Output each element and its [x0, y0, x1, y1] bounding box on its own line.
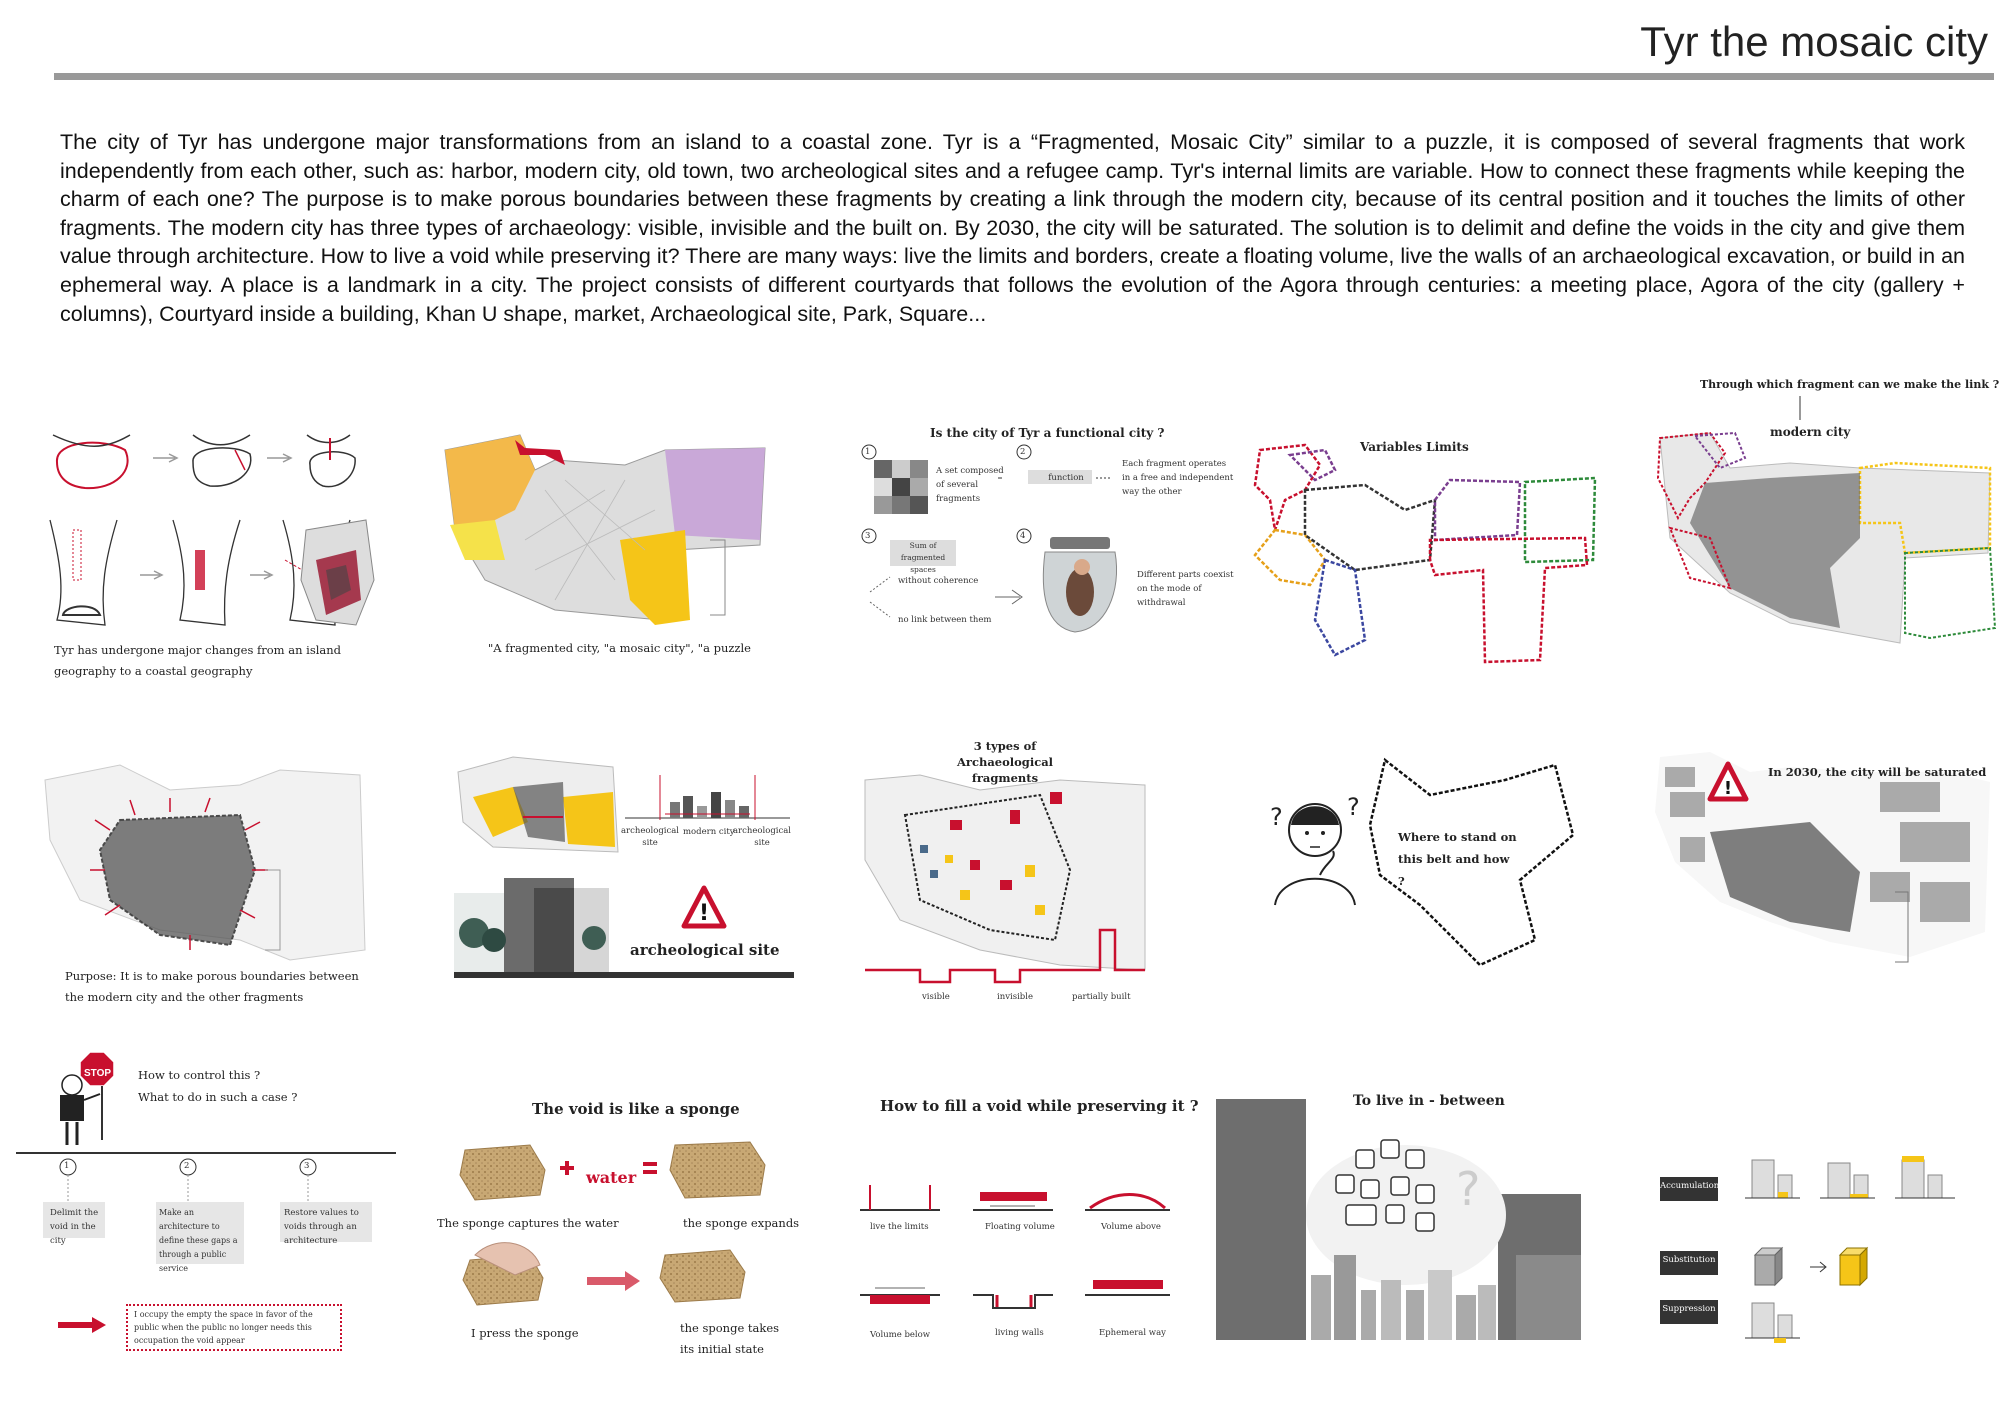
- stand-question: Where to stand on this belt and how ?: [1398, 830, 1517, 888]
- step-2-text: Make an architecture to define these gaps a through a public service: [159, 1208, 238, 1273]
- functional-question: Is the city of Tyr a functional city ?: [930, 426, 1165, 440]
- control-question-2: What to do in such a case ?: [138, 1090, 298, 1104]
- occupy-text: I occupy the empty the space in favor of the public when the public no longer needs this occupation the void appear: [126, 1304, 342, 1351]
- num-4: 4: [1020, 531, 1026, 541]
- island-map-thumbnail: [296, 520, 376, 630]
- sponge-title: The void is like a sponge: [532, 1100, 740, 1118]
- accumulation-label: Accumulation: [1660, 1181, 1720, 1191]
- stop-sign-figure: [42, 1050, 117, 1150]
- svg-text:!: !: [698, 901, 710, 926]
- sponge-initial: the sponge takes its initial state: [680, 1321, 780, 1356]
- press-sponge: I press the sponge: [471, 1326, 579, 1340]
- num-2: 2: [1020, 447, 1026, 457]
- suppression-label: Suppression: [1662, 1304, 1716, 1314]
- island-caption: Tyr has undergone major changes from an island geography to a coastal geography: [54, 643, 342, 678]
- site-section-diagram: [625, 770, 790, 825]
- archaeological-fragments-map: [860, 770, 1150, 995]
- variables-title: Variables Limits: [1360, 440, 1469, 454]
- fill-type-below: Volume below: [870, 1330, 931, 1340]
- svg-text:?: ?: [1347, 793, 1360, 821]
- step-1-number: 1: [64, 1161, 70, 1171]
- svg-text:!: !: [1723, 778, 1733, 799]
- water-label: water: [586, 1168, 637, 1187]
- modern-city-map: [1650, 428, 2000, 648]
- purpose-caption: Purpose: It is to make porous boundaries between the modern city and the other fragments: [65, 969, 359, 1004]
- site-label-middle: modern city: [683, 827, 735, 837]
- stop-sign-text: STOP: [84, 1068, 112, 1079]
- svg-text:?: ?: [1456, 1162, 1481, 1216]
- sponge-expands: the sponge expands: [683, 1216, 800, 1230]
- step-1-text: Delimit the void in the city: [50, 1208, 99, 1246]
- saturated-text: In 2030, the city will be saturated: [1768, 765, 1987, 779]
- coexist-text: Different parts coexist on the mode of withdrawal: [1137, 570, 1234, 608]
- substitution-label: Substitution: [1662, 1255, 1716, 1265]
- site-label-left: archeological site: [620, 826, 680, 848]
- occupy-arrow: [58, 1317, 106, 1333]
- live-in-between-illustration: [1216, 1095, 1581, 1340]
- arch-site-label: archeological site: [630, 941, 780, 959]
- set-text: A set composed of several fragments: [936, 466, 1004, 504]
- operates-text: Each fragment operates in a free and independent way the other: [1122, 459, 1234, 497]
- link-pointer: [1799, 396, 1801, 420]
- svg-text:?: ?: [1270, 803, 1283, 831]
- arch-type-invisible: invisible: [997, 992, 1033, 1002]
- mosaic-city-map: [425, 430, 765, 630]
- arch-type-partially-built: partially built: [1072, 992, 1131, 1002]
- purpose-map: [40, 760, 370, 965]
- site-label-right: archeological site: [732, 826, 792, 848]
- page-title: Tyr the mosaic city: [1640, 18, 1988, 65]
- step-3-text: Restore values to voids through an architecture: [284, 1208, 359, 1246]
- modern-city-label: modern city: [1770, 425, 1851, 439]
- saturated-city-map: [1650, 752, 1995, 967]
- sum-label: Sum of fragmented spaces: [900, 541, 946, 574]
- fill-title: How to fill a void while preserving it ?: [880, 1097, 1199, 1115]
- fill-type-above: Volume above: [1101, 1222, 1161, 1232]
- variable-limits-diagram: [1245, 440, 1610, 665]
- fill-type-living-walls: living walls: [995, 1328, 1044, 1338]
- no-link: no link between them: [898, 615, 992, 625]
- fill-type-live-limits: live the limits: [870, 1222, 929, 1232]
- link-question: Through which fragment can we make the link ?: [1700, 378, 2000, 391]
- live-between-title: To live in - between: [1353, 1093, 1505, 1109]
- title-rule: [54, 73, 1994, 80]
- mosaic-caption: "A fragmented city, "a mosaic city", "a puzzle: [488, 641, 751, 655]
- accumulation-diagram: [1740, 1155, 1990, 1355]
- num-3: 3: [865, 531, 871, 541]
- step-3-number: 3: [304, 1161, 310, 1171]
- arch-types-title: 3 types of Archaeological fragments: [956, 739, 1054, 785]
- fill-types-diagram: [855, 1180, 1185, 1315]
- archeological-site-illustration: [454, 878, 794, 978]
- step-2-number: 2: [184, 1161, 190, 1171]
- without-coherence: without coherence: [898, 576, 979, 586]
- num-1: 1: [865, 447, 871, 457]
- sponge-captures: The sponge captures the water: [437, 1216, 619, 1230]
- function-label: function: [1048, 473, 1084, 483]
- arch-type-visible: visible: [922, 992, 950, 1002]
- fill-type-floating: Floating volume: [985, 1222, 1055, 1232]
- archeological-site-thumb-map: [453, 752, 623, 857]
- fill-type-ephemeral: Ephemeral way: [1099, 1328, 1166, 1338]
- control-question-1: How to control this ?: [138, 1068, 261, 1082]
- intro-paragraph: The city of Tyr has undergone major transformations from an island to a coastal zone. Tyr is a “Fragmented, Mosaic City” similar to a puzzle, it is composed of several fragments that work independently from each other, such as: harbor, modern city, old town, two archeological sites and a refugee camp. Tyr's internal limits are variable. How to connect these fragments while keeping the charm of each one? The purpose is to make porous boundaries between these fragments by creating a link through the modern city, because of its central position and it touches the limits of other fragments. The modern city has three types of archaeology: visible, invisible and the built on. By 2030, the city will be saturated. The solution is to delimit and define the voids in the city and give them value through architecture. How to live a void while preserving it? There are many ways: live the limits and borders, create a floating volume, live the walls of an archaeological excavation, or build in an ephemeral way. A place is a landmark in a city. The project consists of different courtyards that follows the evolution of the Agora through centuries: a meeting place, Agora of the city (gallery + columns), Courtyard inside a building, Khan U shape, market, Archaeological site, Park, Square...: [60, 130, 1965, 326]
